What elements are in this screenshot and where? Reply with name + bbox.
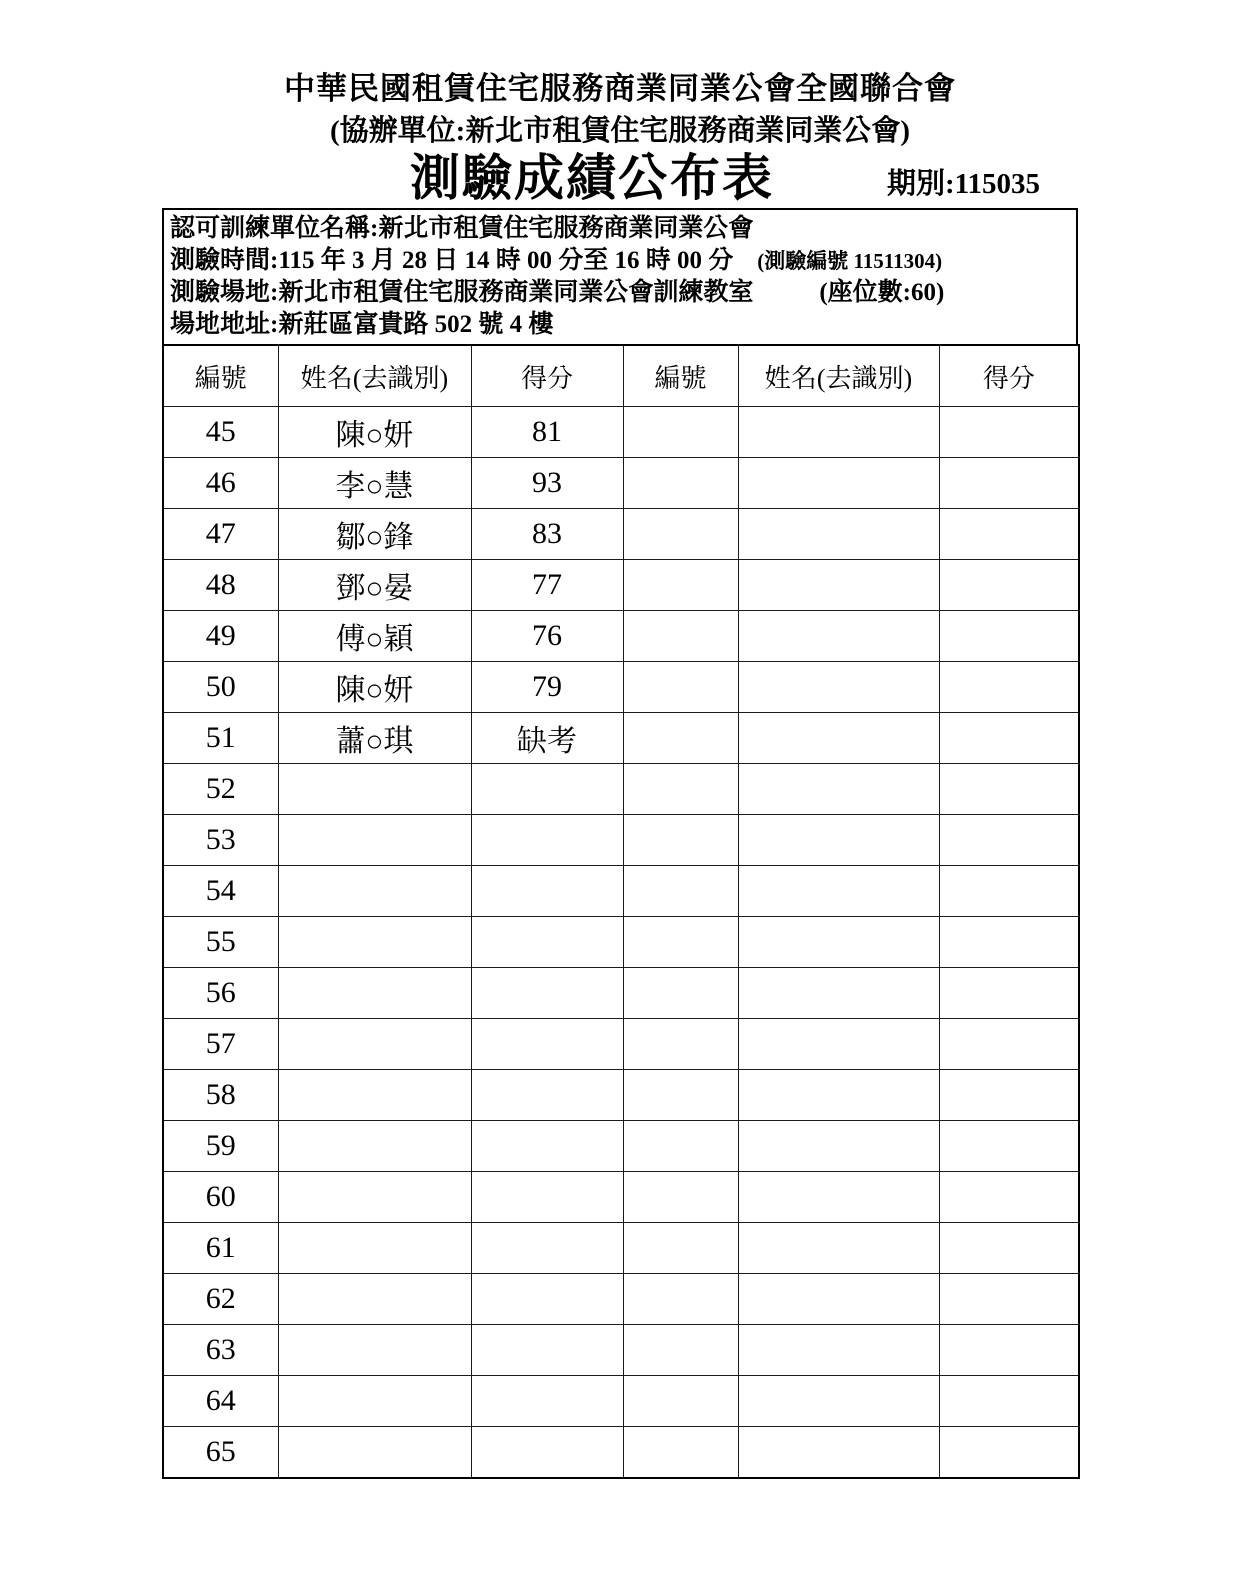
seat-no-cell [623, 1325, 738, 1376]
score-cell [471, 917, 623, 968]
seat-no-cell: 51 [163, 713, 278, 764]
name-cell [278, 1070, 471, 1121]
table-row [163, 662, 1079, 713]
score-cell [939, 713, 1079, 764]
name-cell [738, 1172, 939, 1223]
name-cell [738, 1121, 939, 1172]
name-cell [738, 560, 939, 611]
seat-no-cell: 54 [163, 866, 278, 917]
score-cell: 76 [471, 611, 623, 662]
table-row [163, 968, 1079, 1019]
seat-no-cell [623, 1427, 738, 1479]
name-cell: 傅○穎 [278, 611, 471, 662]
table-row [163, 1376, 1079, 1427]
seat-no-cell [623, 1376, 738, 1427]
score-cell [471, 1223, 623, 1274]
score-cell [939, 662, 1079, 713]
name-cell [738, 713, 939, 764]
score-cell [939, 866, 1079, 917]
name-cell [738, 1019, 939, 1070]
score-cell [471, 1172, 623, 1223]
name-cell [738, 917, 939, 968]
name-cell [278, 1376, 471, 1427]
seat-no-cell: 57 [163, 1019, 278, 1070]
info-training-unit: 認可訓練單位名稱:新北市租賃住宅服務商業同業公會 [170, 215, 754, 242]
seat-no-cell: 60 [163, 1172, 278, 1223]
table-row [163, 1274, 1079, 1325]
table-row [163, 866, 1079, 917]
content-area [162, 208, 1078, 1479]
table-row [163, 1427, 1079, 1479]
score-cell [471, 764, 623, 815]
score-cell [939, 1019, 1079, 1070]
name-cell [738, 509, 939, 560]
table-row [163, 560, 1079, 611]
name-cell: 陳○妍 [278, 662, 471, 713]
table-row [163, 407, 1079, 458]
score-cell [471, 1274, 623, 1325]
name-cell [278, 917, 471, 968]
score-cell [939, 815, 1079, 866]
name-cell: 李○慧 [278, 458, 471, 509]
name-cell [738, 968, 939, 1019]
name-cell [278, 1427, 471, 1479]
exam-info-box [162, 208, 1078, 346]
name-cell [738, 1070, 939, 1121]
seat-no-cell: 49 [163, 611, 278, 662]
score-cell [939, 1274, 1079, 1325]
table-row [163, 1325, 1079, 1376]
score-cell [939, 407, 1079, 458]
seat-no-cell: 62 [163, 1274, 278, 1325]
table-row [163, 1121, 1079, 1172]
name-cell [278, 1274, 471, 1325]
score-cell [939, 458, 1079, 509]
seat-no-cell: 53 [163, 815, 278, 866]
name-cell [278, 764, 471, 815]
table-row [163, 611, 1079, 662]
seat-no-cell [623, 1070, 738, 1121]
score-cell [939, 1070, 1079, 1121]
score-cell: 83 [471, 509, 623, 560]
col-header-seat-no-left: 編號 [163, 345, 278, 407]
name-cell: 陳○妍 [278, 407, 471, 458]
table-row [163, 1172, 1079, 1223]
score-cell: 77 [471, 560, 623, 611]
score-cell [471, 1019, 623, 1070]
name-cell [278, 815, 471, 866]
name-cell [738, 662, 939, 713]
score-table [162, 344, 1080, 1479]
score-cell [939, 1325, 1079, 1376]
seat-no-cell [623, 815, 738, 866]
name-cell [278, 968, 471, 1019]
table-row [163, 509, 1079, 560]
score-cell [471, 1427, 623, 1479]
table-row [163, 764, 1079, 815]
seat-no-cell [623, 509, 738, 560]
score-cell [939, 1223, 1079, 1274]
score-cell [939, 1376, 1079, 1427]
name-cell [278, 1121, 471, 1172]
seat-no-cell: 50 [163, 662, 278, 713]
score-cell [471, 1325, 623, 1376]
score-cell [939, 1172, 1079, 1223]
name-cell [278, 866, 471, 917]
seat-no-cell: 45 [163, 407, 278, 458]
score-cell [939, 1121, 1079, 1172]
seat-no-cell: 47 [163, 509, 278, 560]
seat-no-cell [623, 560, 738, 611]
score-cell [939, 1427, 1079, 1479]
score-cell [471, 1070, 623, 1121]
table-row [163, 815, 1079, 866]
seat-no-cell [623, 917, 738, 968]
org-title: 中華民國租賃住宅服務商業同業公會全國聯合會 [284, 71, 956, 106]
score-cell: 93 [471, 458, 623, 509]
seat-no-cell [623, 764, 738, 815]
score-cell [939, 917, 1079, 968]
page-header [0, 0, 1240, 206]
name-cell: 鄒○鋒 [278, 509, 471, 560]
seat-no-cell: 48 [163, 560, 278, 611]
seat-no-cell [623, 1121, 738, 1172]
name-cell [738, 815, 939, 866]
score-cell [939, 509, 1079, 560]
score-cell [471, 968, 623, 1019]
table-row [163, 1019, 1079, 1070]
exam-time-text: 測驗時間:115 年 3 月 28 日 14 時 00 分至 16 時 00 分 [170, 247, 734, 274]
score-cell [939, 560, 1079, 611]
seat-no-cell: 65 [163, 1427, 278, 1479]
name-cell [278, 1325, 471, 1376]
name-cell [738, 458, 939, 509]
name-cell [278, 1019, 471, 1070]
score-cell [939, 764, 1079, 815]
name-cell: 蕭○琪 [278, 713, 471, 764]
name-cell [738, 1325, 939, 1376]
seat-no-cell: 55 [163, 917, 278, 968]
score-cell [939, 611, 1079, 662]
exam-venue-text: 測驗場地:新北市租賃住宅服務商業同業公會訓練教室 [170, 279, 754, 306]
co-organizer-subtitle: (協辦單位:新北市租賃住宅服務商業同業公會) [330, 115, 910, 147]
col-header-score-right: 得分 [939, 345, 1079, 407]
table-row [163, 458, 1079, 509]
seat-no-cell: 56 [163, 968, 278, 1019]
score-cell: 81 [471, 407, 623, 458]
score-cell [471, 866, 623, 917]
name-cell [738, 764, 939, 815]
seat-no-cell: 63 [163, 1325, 278, 1376]
info-venue-address: 場地地址:新莊區富貴路 502 號 4 樓 [170, 311, 554, 338]
seat-no-cell: 64 [163, 1376, 278, 1427]
name-cell [278, 1172, 471, 1223]
col-header-seat-no-right: 編號 [623, 345, 738, 407]
seat-no-cell [623, 611, 738, 662]
seat-no-cell: 59 [163, 1121, 278, 1172]
table-row [163, 1070, 1079, 1121]
seat-no-cell: 61 [163, 1223, 278, 1274]
seat-no-cell [623, 1223, 738, 1274]
score-cell [939, 968, 1079, 1019]
col-header-score-left: 得分 [471, 345, 623, 407]
seat-no-cell [623, 662, 738, 713]
col-header-name-right: 姓名(去識別) [738, 345, 939, 407]
name-cell [278, 1223, 471, 1274]
seat-count-note: (座位數:60) [819, 279, 945, 306]
score-cell: 缺考 [471, 713, 623, 764]
doc-title: 測驗成績公布表 [410, 150, 774, 206]
seat-no-cell: 52 [163, 764, 278, 815]
exam-code-note: (測驗編號 11511304) [757, 249, 943, 273]
seat-no-cell [623, 1172, 738, 1223]
table-header-row [163, 345, 1079, 407]
name-cell [738, 407, 939, 458]
name-cell [738, 1427, 939, 1479]
table-row [163, 917, 1079, 968]
name-cell [738, 1223, 939, 1274]
seat-no-cell [623, 458, 738, 509]
name-cell: 鄧○晏 [278, 560, 471, 611]
period-label: 期別:115035 [886, 168, 1040, 200]
table-row [163, 713, 1079, 764]
seat-no-cell: 46 [163, 458, 278, 509]
info-exam-time [170, 245, 1070, 277]
score-cell [471, 815, 623, 866]
table-row [163, 1223, 1079, 1274]
score-cell: 79 [471, 662, 623, 713]
name-cell [738, 866, 939, 917]
score-cell [471, 1121, 623, 1172]
seat-no-cell [623, 968, 738, 1019]
name-cell [738, 611, 939, 662]
seat-no-cell [623, 713, 738, 764]
seat-no-cell [623, 1019, 738, 1070]
seat-no-cell [623, 407, 738, 458]
score-cell [471, 1376, 623, 1427]
seat-no-cell [623, 866, 738, 917]
col-header-name-left: 姓名(去識別) [278, 345, 471, 407]
title-row [0, 150, 1240, 206]
seat-no-cell [623, 1274, 738, 1325]
name-cell [738, 1274, 939, 1325]
name-cell [738, 1376, 939, 1427]
info-exam-venue [170, 277, 1070, 309]
seat-no-cell: 58 [163, 1070, 278, 1121]
